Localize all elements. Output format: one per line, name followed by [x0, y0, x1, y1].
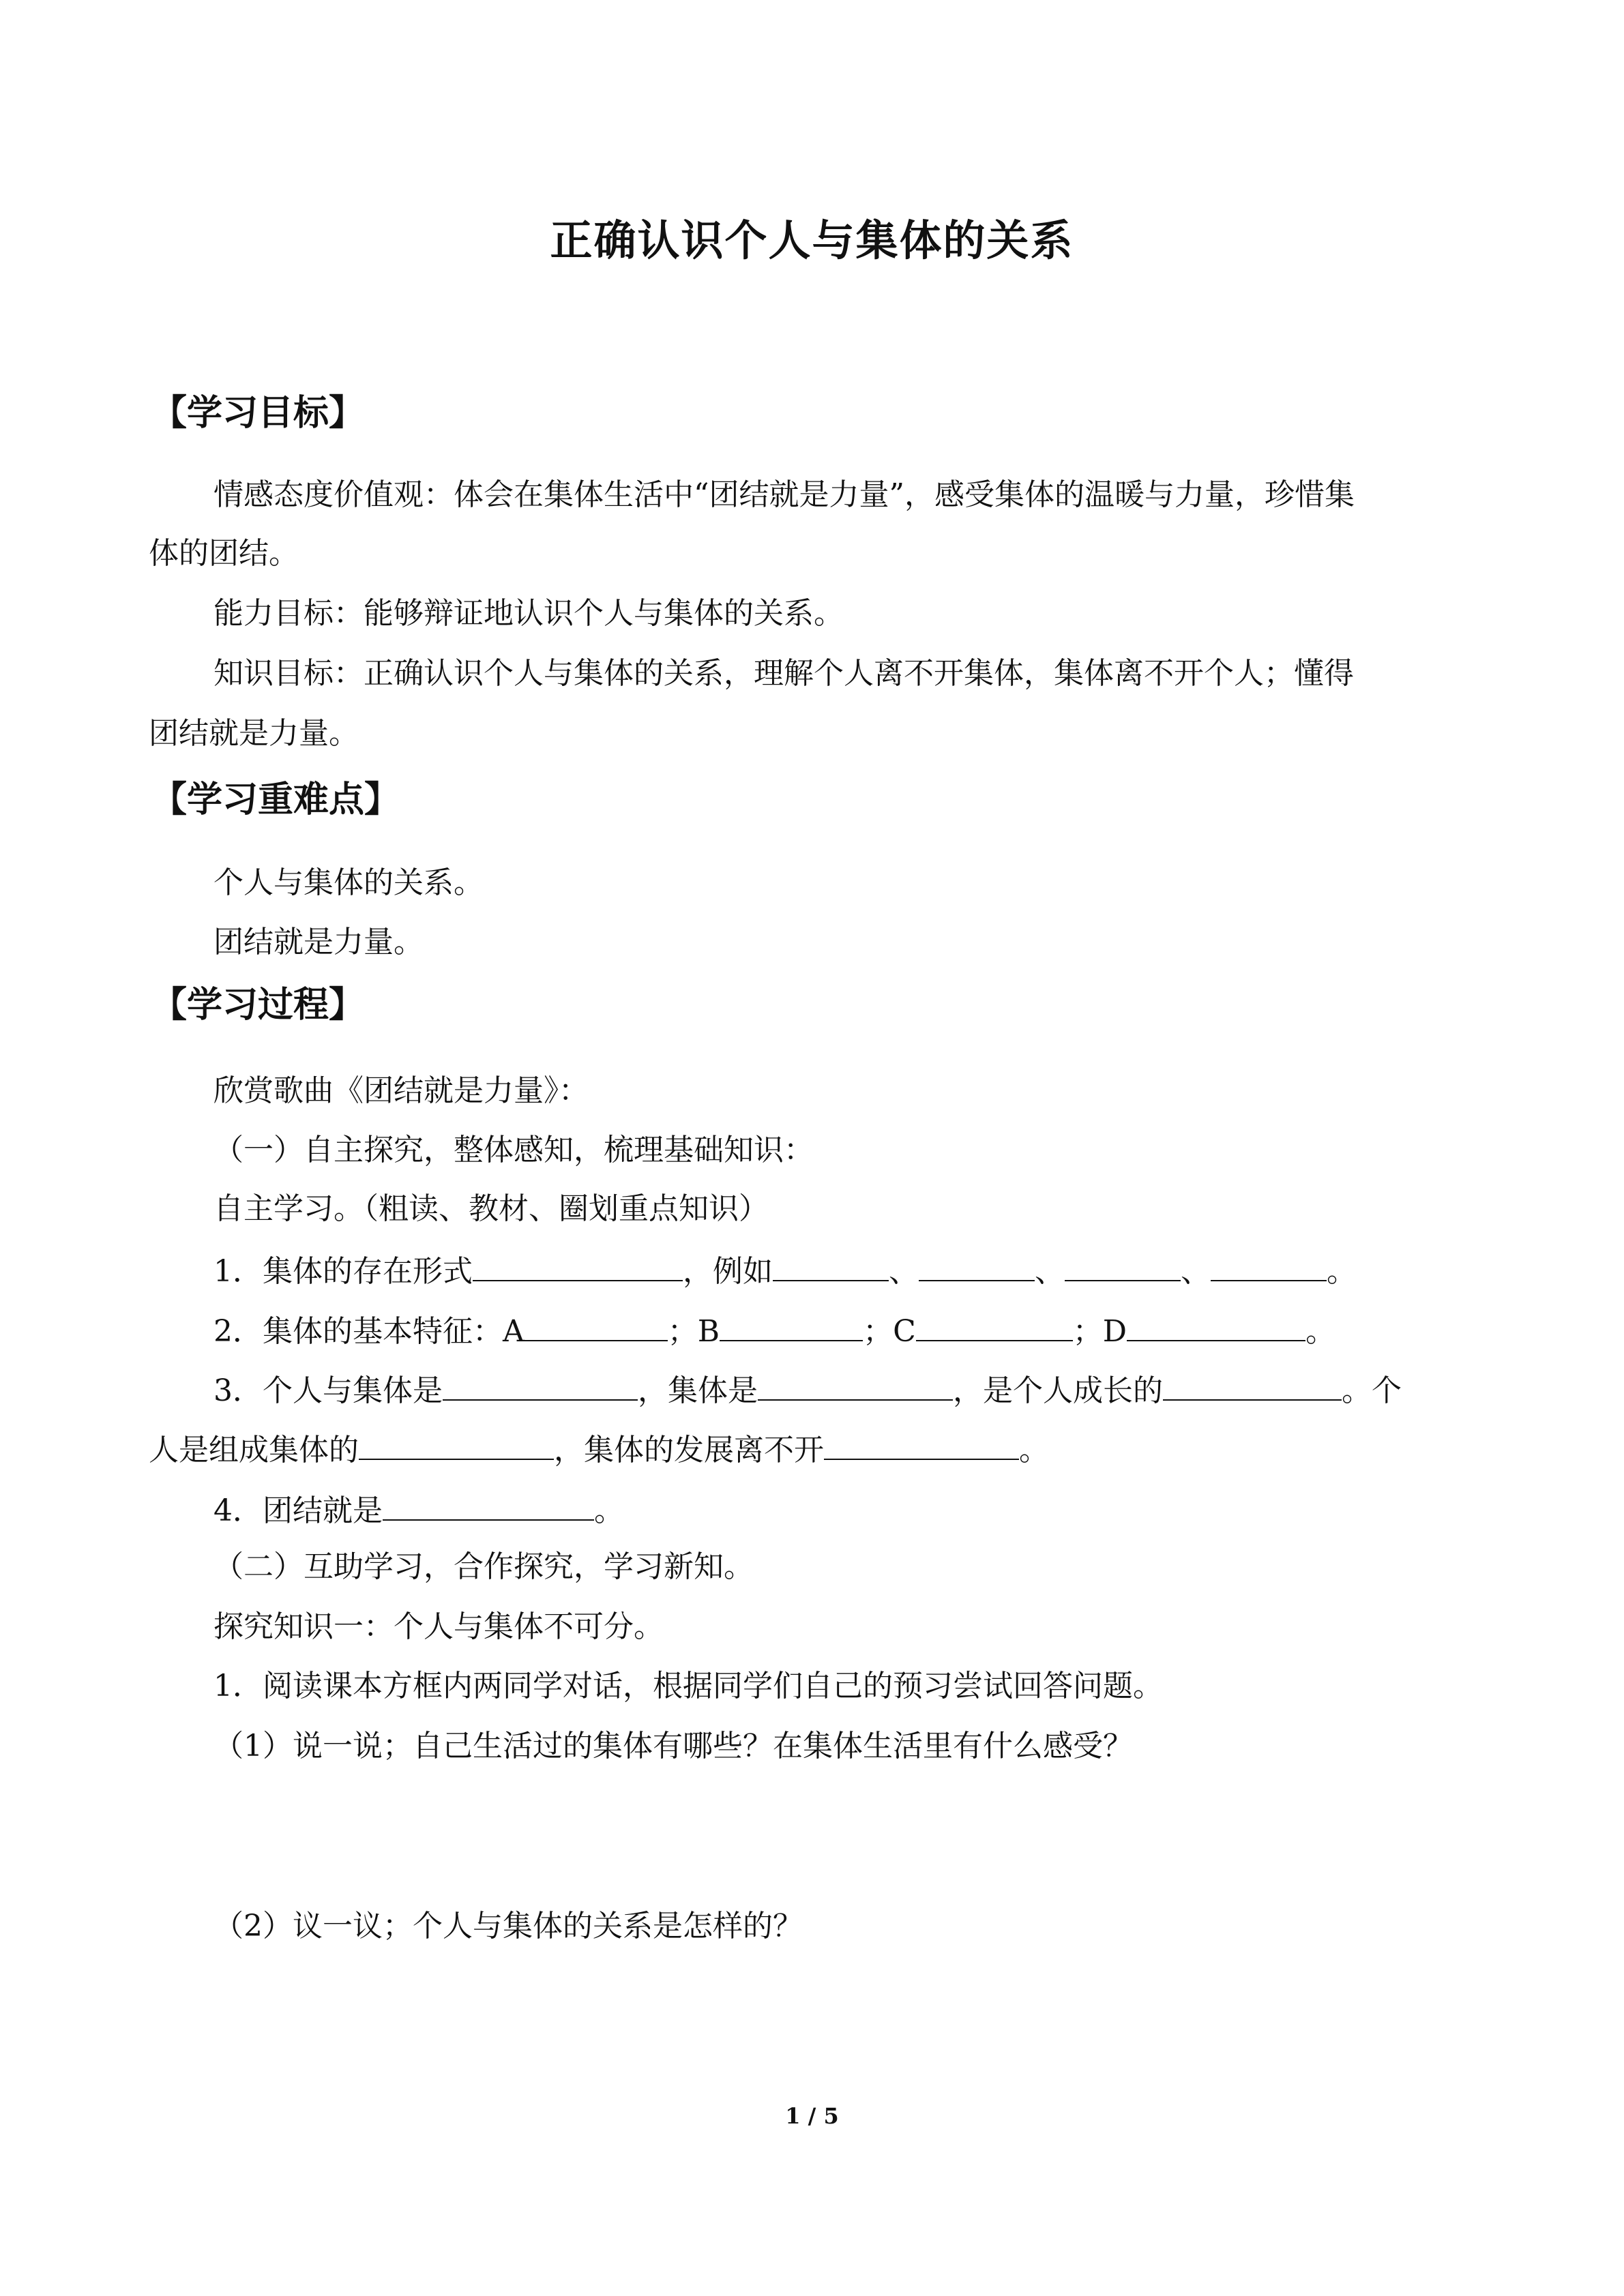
- period: 。: [594, 1493, 624, 1528]
- answer-blank[interactable]: [758, 1368, 953, 1401]
- part1-title: （一）自主探究，整体感知，梳理基础知识：: [213, 1133, 814, 1167]
- explore-knowledge-1: 探究知识一：个人与集体不可分。: [213, 1609, 664, 1644]
- goal-knowledge-line2: 团结就是力量。: [149, 716, 359, 751]
- goal-ability: 能力目标：能够辩证地认识个人与集体的关系。: [213, 596, 844, 631]
- separator: ；B: [667, 1314, 720, 1349]
- song-appreciation: 欣赏歌曲《团结就是力量》：: [213, 1073, 589, 1108]
- question-3-mid1: ，集体是: [638, 1373, 758, 1408]
- question-2: [213, 1309, 1335, 1352]
- section-heading-key-points: 【学习重难点】: [151, 779, 400, 820]
- goal-knowledge-line1: 知识目标：正确认识个人与集体的关系，理解个人离不开集体，集体离不开个人；懂得: [213, 656, 1354, 691]
- key-point-1: 个人与集体的关系。: [213, 865, 484, 900]
- separator: 、: [889, 1254, 919, 1289]
- question-1-prefix: 1．集体的存在形式: [213, 1254, 473, 1289]
- answer-blank[interactable]: [1065, 1249, 1181, 1281]
- answer-blank[interactable]: [525, 1309, 668, 1341]
- answer-blank[interactable]: [773, 1249, 889, 1281]
- question-3-line2-mid: ，集体的发展离不开: [554, 1433, 824, 1467]
- period: 。: [1305, 1314, 1336, 1349]
- question-3-line1: [213, 1368, 1402, 1412]
- answer-blank[interactable]: [1163, 1368, 1342, 1401]
- separator: ；D: [1072, 1314, 1127, 1349]
- question-3-prefix: 3．个人与集体是: [213, 1373, 443, 1408]
- question-4: [213, 1488, 624, 1532]
- question-3-line2-prefix: 人是组成集体的: [149, 1433, 359, 1467]
- sub-question-2: （2）议一议；个人与集体的关系是怎样的？: [213, 1909, 803, 1943]
- question-3-mid2: ，是个人成长的: [953, 1373, 1163, 1408]
- answer-blank[interactable]: [443, 1368, 638, 1401]
- page-number: 1 / 5: [785, 2103, 839, 2129]
- answer-blank[interactable]: [824, 1427, 1019, 1460]
- answer-blank[interactable]: [720, 1309, 863, 1341]
- sub-question-1: （1）说一说；自己生活过的集体有哪些？在集体生活里有什么感受？: [213, 1729, 1133, 1763]
- answer-blank[interactable]: [359, 1427, 554, 1460]
- period: 。: [1019, 1433, 1049, 1467]
- section-heading-process: 【学习过程】: [151, 985, 365, 1026]
- question-3-mid3: 。个: [1342, 1373, 1402, 1408]
- answer-blank[interactable]: [383, 1488, 594, 1521]
- answer-blank[interactable]: [916, 1309, 1073, 1341]
- answer-blank[interactable]: [919, 1249, 1035, 1281]
- goal-emotion-line1: 情感态度价值观：体会在集体生活中“团结就是力量”，感受集体的温暖与力量，珍惜集: [213, 477, 1355, 512]
- reading-task: 1．阅读课本方框内两同学对话，根据同学们自己的预习尝试回答问题。: [213, 1669, 1163, 1703]
- self-study-note: 自主学习。（粗读、教材、圈划重点知识）: [213, 1191, 769, 1226]
- page-title: 正确认识个人与集体的关系: [550, 215, 1074, 265]
- separator: ；C: [863, 1314, 916, 1349]
- question-1-mid: ，例如: [683, 1254, 773, 1289]
- answer-blank[interactable]: [1127, 1309, 1305, 1341]
- question-2-prefix: 2．集体的基本特征：A: [213, 1314, 525, 1349]
- period: 。: [1327, 1254, 1357, 1289]
- separator: 、: [1181, 1254, 1211, 1289]
- answer-blank[interactable]: [1211, 1249, 1327, 1281]
- question-4-prefix: 4．团结就是: [213, 1493, 383, 1528]
- key-point-2: 团结就是力量。: [213, 925, 424, 959]
- goal-emotion-line2: 体的团结。: [149, 536, 299, 571]
- part2-title: （二）互助学习，合作探究，学习新知。: [213, 1549, 754, 1584]
- separator: 、: [1035, 1254, 1065, 1289]
- answer-blank[interactable]: [473, 1249, 683, 1281]
- section-heading-goals: 【学习目标】: [151, 393, 365, 434]
- question-1: [213, 1249, 1357, 1292]
- question-3-line2: [149, 1427, 1049, 1471]
